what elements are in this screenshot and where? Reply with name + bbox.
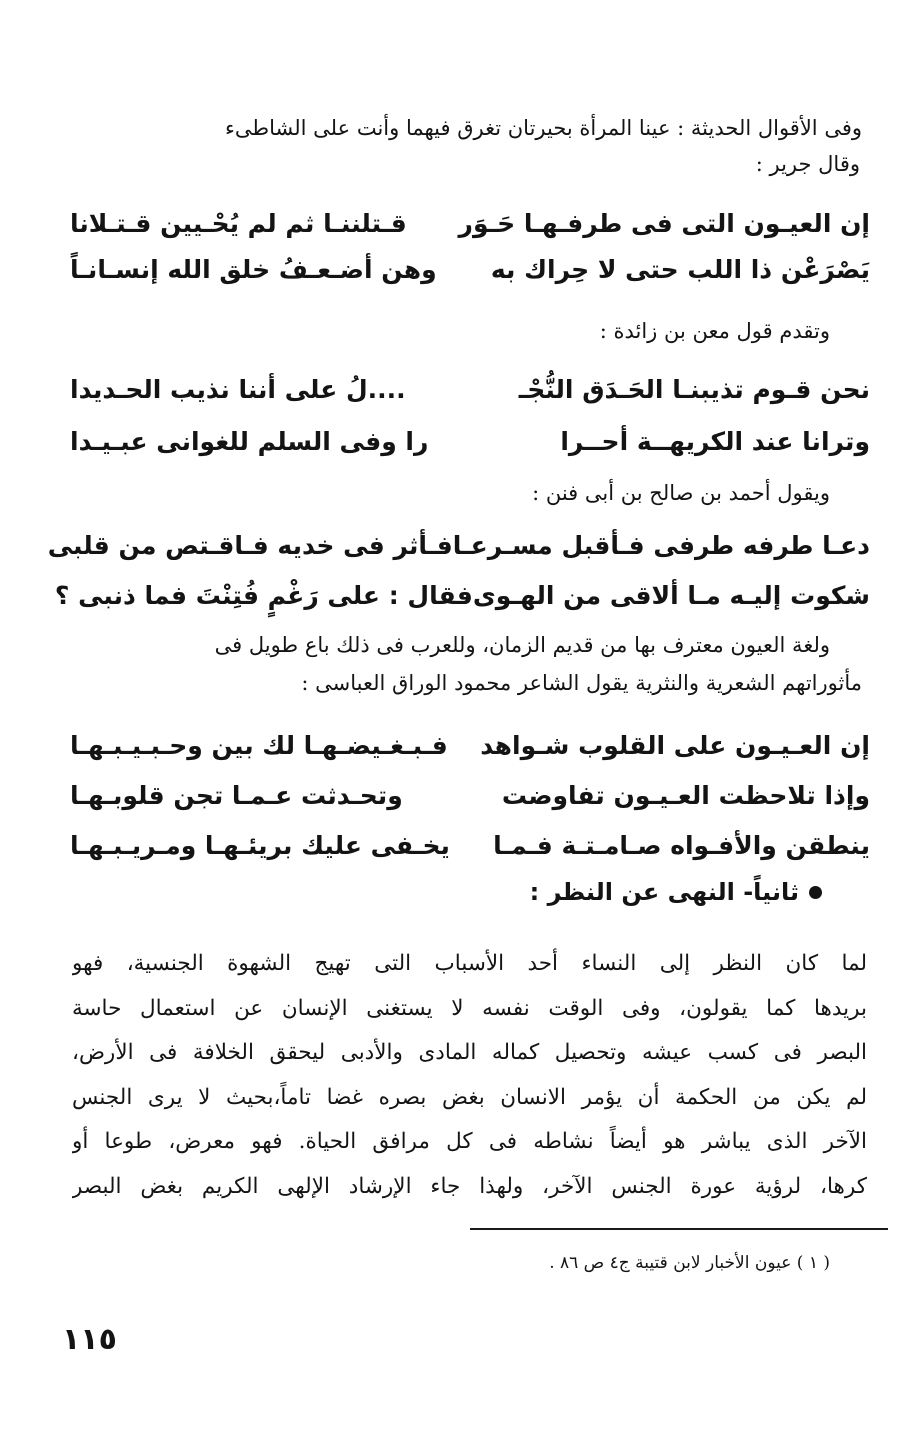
verse-first-hemistich: نحن قـوم تذيبنـا الحَـدَق النُّجْـ bbox=[518, 375, 870, 404]
verse-line bbox=[70, 822, 870, 870]
verse-second-hemistich: ....لُ على أننا نذيب الحـديدا bbox=[70, 375, 406, 404]
intro-line-2: وقال جرير : bbox=[755, 152, 860, 176]
page-number: ١١٥ bbox=[62, 1322, 117, 1357]
verse-line bbox=[70, 722, 870, 770]
verse-line bbox=[47, 522, 870, 570]
verse-line bbox=[70, 418, 870, 466]
footnote: ( ١ ) عيون الأخبار لابن قتيبة ج٤ ص ٨٦ . bbox=[549, 1253, 830, 1273]
verse-first-hemistich: ينطقن والأفـواه صـامـتـة فـمـا bbox=[493, 831, 870, 860]
verse-line bbox=[70, 246, 870, 294]
verse-first-hemistich: يَصْرَعْن ذا اللب حتى لا حِراك به bbox=[490, 255, 870, 284]
verse-first-hemistich: دعـا طرفه طرفى فـأقبل مسـرعـا bbox=[452, 531, 870, 560]
section-heading bbox=[530, 872, 822, 912]
body-line: البصر فى كسب عيشه وتحصيل كماله المادى والأدبى ليحقق الخلافة فى الأرض، bbox=[72, 1040, 867, 1065]
intro-line-ahmad: ويقول أحمد بن صالح بن أبى فنن : bbox=[532, 481, 830, 505]
verse-second-hemistich: وهن أضـعـفُ خلق الله إنسـانـاً bbox=[70, 255, 437, 284]
intro-line-eyes-1: ولغة العيون معترف بها من قديم الزمان، وللعرب فى ذلك باع طويل فى bbox=[214, 633, 830, 657]
verse-second-hemistich: را وفى السلم للغوانى عبـيـدا bbox=[70, 427, 429, 456]
body-line: بريدها كما يقولون، وفى الوقت نفسه لا يستغنى الإنسان عن استعمال حاسة bbox=[72, 996, 867, 1021]
intro-line-maan: وتقدم قول معن بن زائدة : bbox=[599, 319, 830, 343]
verse-first-hemistich: وإذا تلاحظت العـيـون تفاوضت bbox=[501, 781, 870, 810]
verse-second-hemistich: فـبـغـيضـهـا لك بين وحـبـيـبـهـا bbox=[70, 731, 448, 760]
verse-line bbox=[54, 572, 870, 620]
verse-first-hemistich: إن العيـون التى فى طرفـهـا حَـوَر bbox=[458, 209, 870, 238]
verse-first-hemistich: إن العـيـون على القلوب شـواهد bbox=[480, 731, 870, 760]
bullet-icon bbox=[809, 886, 822, 899]
verse-first-hemistich: وترانا عند الكريهــة أحــرا bbox=[560, 427, 870, 456]
verse-second-hemistich: قـتلننـا ثم لم يُحْـيين قـتـلانا bbox=[70, 209, 407, 238]
section-heading-text: ثانياً- النهى عن النظر : bbox=[529, 878, 799, 906]
verse-line bbox=[70, 200, 870, 248]
body-line: كرها، لرؤية عورة الجنس الآخر، ولهذا جاء الإرشاد الإلهى الكريم بغض البصر bbox=[72, 1174, 867, 1199]
verse-second-hemistich: وتحـدثت عـمـا تجن قلوبـهـا bbox=[70, 781, 403, 810]
footnote-divider bbox=[470, 1228, 888, 1230]
verse-second-hemistich: يخـفى عليك بريئـهـا ومـريـبـهـا bbox=[70, 831, 450, 860]
verse-second-hemistich: فـأثر فى خديه فـاقـتص من قلبى bbox=[47, 531, 453, 560]
body-line: لما كان النظر إلى النساء أحد الأسباب التى تهيج الشهوة الجنسية، فهو bbox=[72, 951, 867, 976]
verse-line bbox=[70, 772, 870, 820]
verse-second-hemistich: فقال : على رَغْمٍ فُتِنْتَ فما ذنبى ؟ bbox=[54, 581, 473, 610]
intro-line-eyes-2: مأثوراتهم الشعرية والنثرية يقول الشاعر محمود الوراق العباسى : bbox=[301, 671, 862, 695]
verse-line bbox=[70, 366, 870, 414]
body-line: لم يكن من الحكمة أن يؤمر الانسان بغض بصره غضا تاماً،بحيث لا يرى الجنس bbox=[72, 1085, 867, 1110]
body-line: الآخر الذى يباشر هو أيضاً نشاطه فى كل مرافق الحياة. فهو معرض، طوعا أو bbox=[72, 1129, 867, 1154]
intro-line-1: وفى الأقوال الحديثة : عينا المرأة بحيرتان تغرق فيهما وأنت على الشاطىء bbox=[225, 116, 862, 140]
verse-first-hemistich: شكوت إليـه مـا ألاقى من الهـوى bbox=[472, 581, 870, 610]
